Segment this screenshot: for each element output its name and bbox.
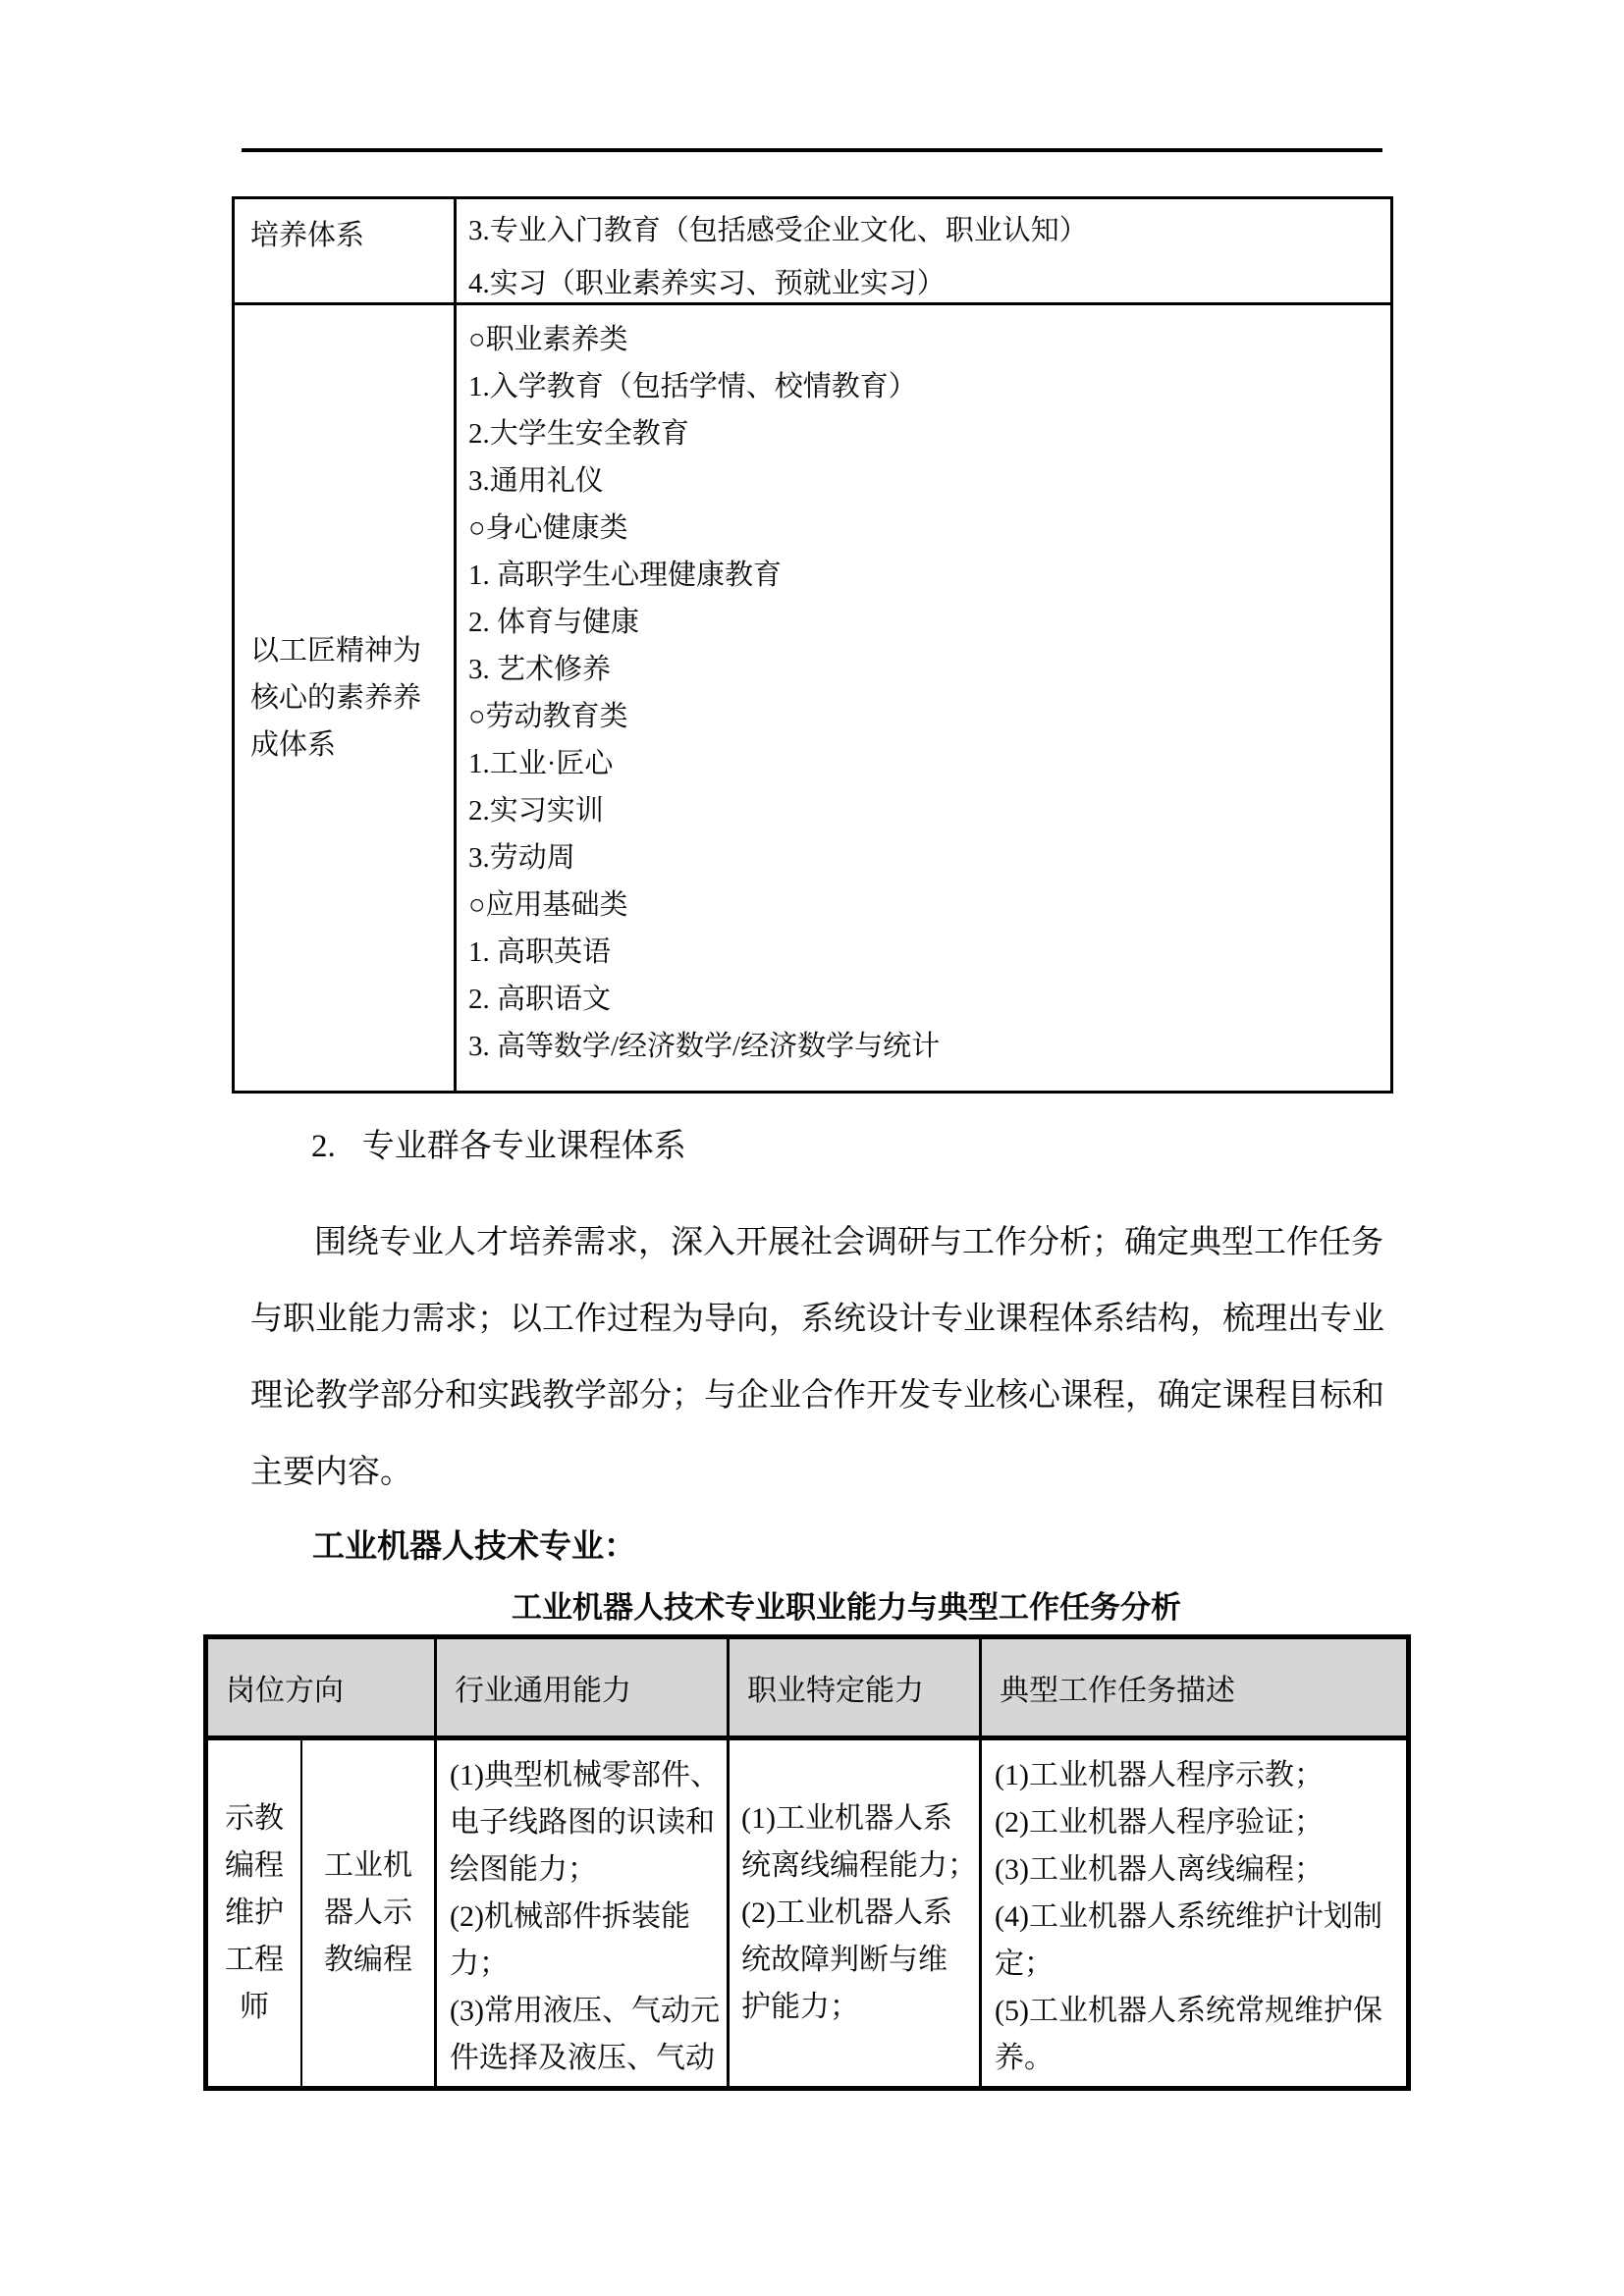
text-line: ○劳动教育类 [468, 701, 628, 732]
text-line: (2)工业机器人系 [741, 1896, 952, 1929]
text-line: 件选择及液压、气动 [450, 2042, 715, 2074]
text-line: 3.通用礼仪 [468, 465, 604, 497]
text-line: 绘图能力； [450, 1853, 597, 1886]
text-line: 3. 艺术修养 [468, 654, 612, 685]
header-label: 岗位方向 [226, 1675, 344, 1707]
text-line: 器人示 [324, 1896, 412, 1929]
text-line: 2. 高职语文 [468, 984, 612, 1015]
major-subheading: 工业机器人技术专业： [312, 1529, 636, 1565]
text-line: 编程 [225, 1849, 284, 1882]
text-line: 以工匠精神为 [250, 635, 422, 667]
text-line: 2.大学生安全教育 [468, 418, 689, 450]
text-line: 3. 高等数学/经济数学/经济数学与统计 [468, 1031, 941, 1062]
text-line: ○职业素养类 [468, 324, 628, 355]
text-line: 2. 体育与健康 [468, 607, 640, 638]
text-line: 1. 高职英语 [468, 936, 612, 968]
text-line: 定； [995, 1948, 1054, 1980]
text-line: (5)工业机器人系统常规维护保 [995, 1995, 1382, 2027]
text-line: (4)工业机器人系统维护计划制 [995, 1900, 1382, 1933]
text-line: 2.实习实训 [468, 795, 604, 827]
text-line: 3.专业入门教育（包括感受企业文化、职业认知） [468, 215, 1088, 246]
cell-specific-ability [730, 1740, 982, 2086]
text-line: 护能力； [741, 1991, 859, 2023]
table-row [235, 305, 1390, 1091]
text-line: 主要内容。 [250, 1455, 412, 1490]
text-line: 核心的素养养 [250, 682, 422, 714]
header-label: 行业通用能力 [455, 1675, 631, 1707]
cell-position-title [208, 1740, 302, 2086]
row-label-cell [235, 305, 457, 1091]
text-line: 4.实习（职业素养实习、预就业实习） [468, 268, 946, 299]
header-cell-task-description [982, 1639, 1406, 1735]
row-content-cell [457, 305, 1390, 1091]
row-label: 培养体系 [250, 220, 365, 251]
text-line: 围绕专业人才培养需求，深入开展社会调研与工作分析；确定典型工作任务 [314, 1225, 1383, 1260]
text-line: 工程 [225, 1944, 284, 1976]
header-cell-specific-ability [730, 1639, 982, 1735]
header-cell-position [208, 1639, 437, 1735]
page-header-rule [242, 148, 1382, 152]
text-line: 师 [240, 1991, 269, 2023]
text-line: 成体系 [250, 729, 337, 761]
header-label: 典型工作任务描述 [1000, 1675, 1235, 1707]
cell-industry-ability [437, 1740, 730, 2086]
table-body-row [208, 1740, 1406, 2086]
text-line: 工业机 [324, 1849, 412, 1882]
text-line: (2)工业机器人程序验证； [995, 1806, 1324, 1839]
text-line: 电子线路图的识读和 [450, 1806, 715, 1839]
text-line: 力； [450, 1948, 509, 1980]
text-line: 示教 [225, 1802, 284, 1835]
text-line: (2)机械部件拆装能 [450, 1900, 690, 1933]
text-line: 统离线编程能力； [741, 1849, 977, 1882]
text-line: ○身心健康类 [468, 512, 628, 544]
text-line: 与职业能力需求；以工作过程为导向，系统设计专业课程体系结构，梳理出专业 [250, 1302, 1384, 1337]
text-line: 3.劳动周 [468, 842, 575, 874]
text-line: 养。 [995, 2042, 1054, 2074]
text-line: (3)工业机器人离线编程； [995, 1853, 1324, 1886]
text-line: (1)工业机器人程序示教； [995, 1759, 1324, 1791]
row-content-cell [457, 199, 1390, 302]
text-line: 教编程 [324, 1944, 412, 1976]
section-heading [311, 1125, 686, 1168]
text-line: (3)常用液压、气动元 [450, 1995, 720, 2027]
table-header-row [208, 1639, 1406, 1740]
text-line: 1. 高职学生心理健康教育 [468, 560, 783, 591]
body-paragraph [250, 1204, 1384, 1511]
text-line: (1)典型机械零部件、 [450, 1759, 720, 1791]
header-label: 职业特定能力 [747, 1675, 924, 1707]
text-line: 1.入学教育（包括学情、校情教育） [468, 371, 917, 402]
section-title: 专业群各专业课程体系 [361, 1129, 686, 1164]
section-number: 2. [311, 1129, 336, 1164]
text-line: (1)工业机器人系 [741, 1802, 952, 1835]
text-line: 理论教学部分和实践教学部分；与企业合作开发专业核心课程，确定课程目标和 [250, 1378, 1384, 1414]
text-line: 维护 [225, 1896, 284, 1929]
table-row [235, 199, 1390, 305]
header-cell-industry-ability [437, 1639, 730, 1735]
cell-task-description [982, 1740, 1406, 2086]
analysis-table [203, 1634, 1411, 2091]
training-system-table [232, 196, 1393, 1094]
analysis-table-title: 工业机器人技术专业职业能力与典型工作任务分析 [512, 1590, 1181, 1625]
text-line: 统故障判断与维 [741, 1944, 947, 1976]
row-label-cell [235, 199, 457, 302]
text-line: 1.工业·匠心 [468, 748, 614, 779]
text-line: ○应用基础类 [468, 889, 628, 921]
cell-role [302, 1740, 437, 2086]
